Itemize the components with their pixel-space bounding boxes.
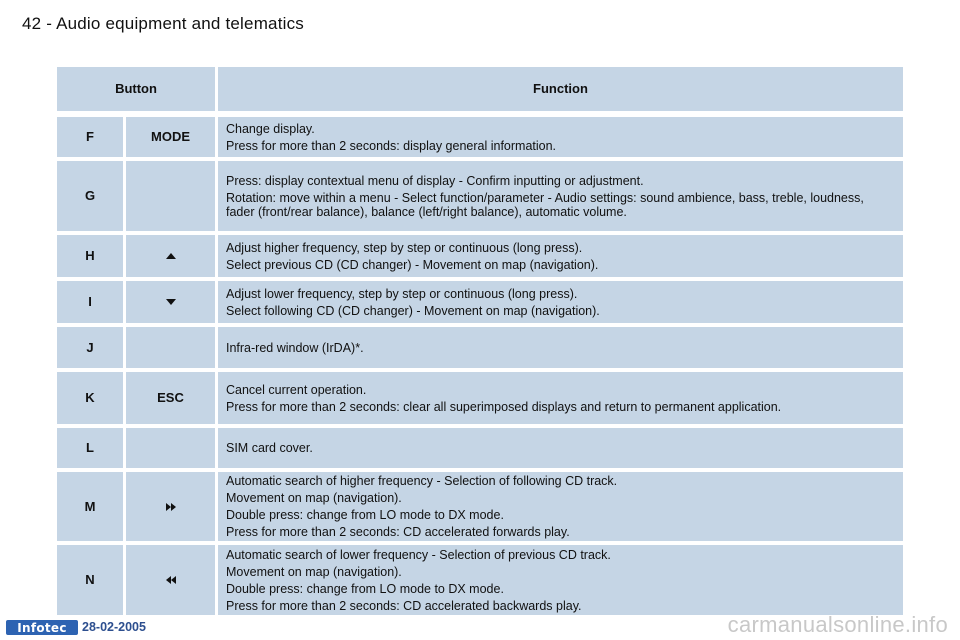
button-letter-g: G [57, 161, 123, 231]
function-line: Double press: change from LO mode to DX mode. [226, 508, 504, 522]
function-line: Press for more than 2 seconds: CD accelerated backwards play. [226, 598, 582, 613]
infotec-logo: Infotec [6, 620, 78, 635]
down-arrow-icon [165, 298, 177, 306]
button-letter-n: N [57, 545, 123, 615]
function-description [218, 281, 903, 323]
button-letter-f: F [57, 117, 123, 157]
button-key-cell [126, 235, 215, 277]
function-description [218, 545, 903, 615]
function-line: Press for more than 2 seconds: clear all superimposed displays and return to permanent application. [226, 399, 782, 414]
function-line: Cancel current operation. [226, 382, 367, 397]
button-key-label: ESC [157, 390, 184, 405]
button-key-cell [126, 161, 215, 231]
function-line: Press for more than 2 seconds: display general information. [226, 138, 557, 153]
function-line: Automatic search of lower frequency - Selection of previous CD track. [226, 547, 611, 562]
fast-forward-icon [165, 502, 177, 512]
function-line: Press for more than 2 seconds: CD accelerated forwards play. [226, 525, 570, 539]
button-letter-k: K [57, 372, 123, 424]
function-line: Adjust lower frequency, step by step or continuous (long press). [226, 286, 578, 301]
function-line: Double press: change from LO mode to DX mode. [226, 581, 504, 596]
function-line: Automatic search of higher frequency - Selection of following CD track. [226, 474, 618, 488]
button-key-cell [126, 281, 215, 323]
button-key-cell [126, 428, 215, 468]
function-line: Select following CD (CD changer) - Movement on map (navigation). [226, 303, 600, 318]
function-line: Movement on map (navigation). [226, 491, 402, 505]
button-letter-l: L [57, 428, 123, 468]
function-description [218, 428, 903, 468]
button-key-cell [126, 545, 215, 615]
button-letter-j: J [57, 327, 123, 368]
button-letter-m: M [57, 472, 123, 541]
up-arrow-icon [165, 252, 177, 260]
function-description [218, 161, 903, 231]
page-header: 42 - Audio equipment and telematics [22, 14, 305, 33]
function-line: Infra-red window (IrDA)*. [226, 340, 364, 355]
function-line: Select previous CD (CD changer) - Movement on map (navigation). [226, 257, 599, 272]
function-description [218, 235, 903, 277]
button-letter-h: H [57, 235, 123, 277]
function-description [218, 117, 903, 157]
function-description [218, 472, 903, 541]
button-letter-i: I [57, 281, 123, 323]
column-header-function: Function [218, 67, 903, 111]
function-line: Rotation: move within a menu - Select function/parameter - Audio settings: sound ambience, bass, treble, loudness, fader (front/rear balance), balance (left/right balance), automatic volume. [226, 190, 864, 219]
function-line: Movement on map (navigation). [226, 564, 402, 579]
button-key-label: MODE [151, 129, 190, 144]
column-header-button: Button [57, 67, 215, 111]
function-description [218, 372, 903, 424]
button-key-cell [126, 117, 215, 157]
button-key-cell [126, 327, 215, 368]
button-key-cell [126, 372, 215, 424]
function-line: Press: display contextual menu of display - Confirm inputting or adjustment. [226, 173, 644, 188]
function-line: Change display. [226, 121, 315, 136]
function-line: Adjust higher frequency, step by step or continuous (long press). [226, 240, 583, 255]
watermark: carmanualsonline.info [727, 612, 948, 637]
footer-date: 28-02-2005 [82, 620, 146, 634]
function-description [218, 327, 903, 368]
rewind-icon [165, 575, 177, 585]
button-key-cell [126, 472, 215, 541]
function-line: SIM card cover. [226, 441, 313, 455]
